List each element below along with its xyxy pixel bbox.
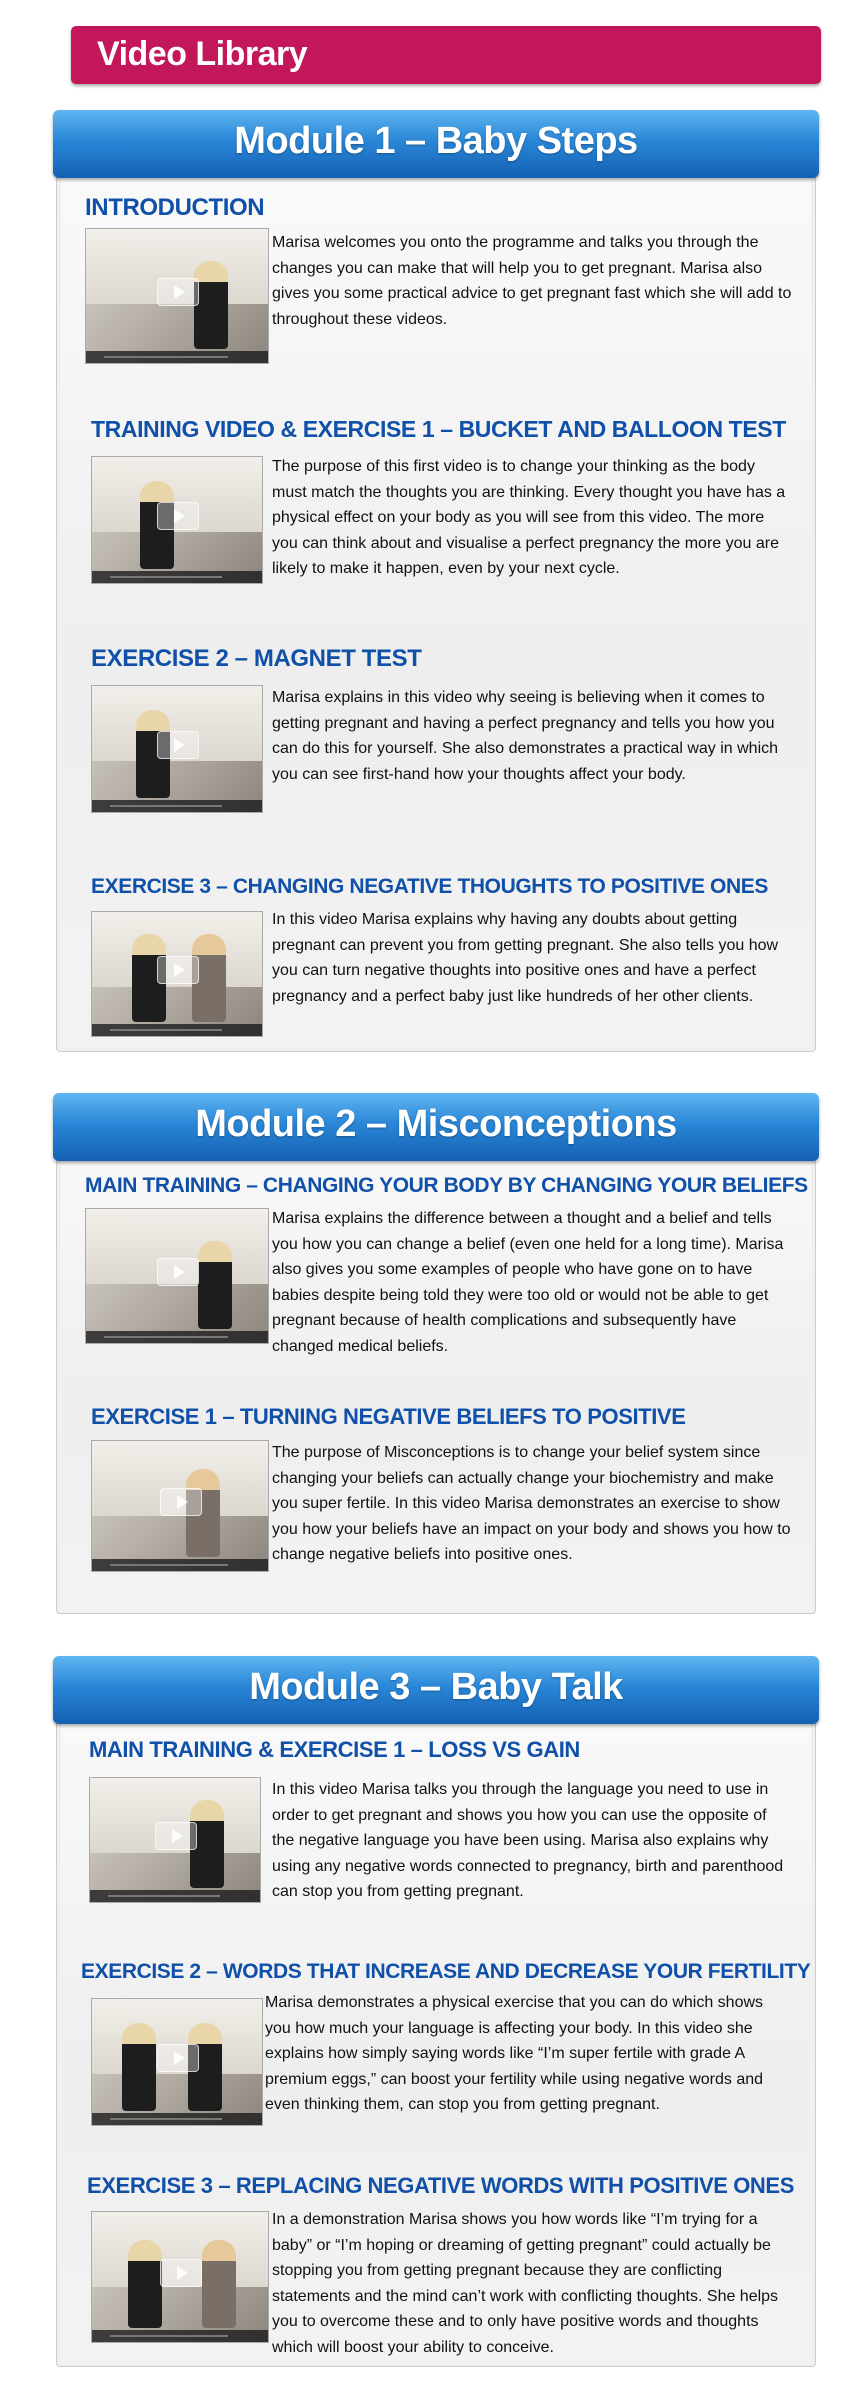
section-title[interactable]: EXERCISE 2 – WORDS THAT INCREASE AND DECREASE YOUR FERTILITY (81, 1960, 811, 1983)
section-description: The purpose of this first video is to change your thinking as the body must match the thoughts you are thinking. Every thought you have has a physical effect on your body as you will see from this video. The more you can think about and visualise a perfect pregnancy the more you are likely to make it happen, even by your next cycle. (272, 458, 786, 577)
video-thumbnail[interactable] (91, 1998, 263, 2126)
section-description: The purpose of Misconceptions is to change your belief system since changing your beliefs can actually change your biochemistry and make you super fertile. In this video Marisa demonstrates an exercise to show you how your beliefs have an impact on your body and shows you how to change negative beliefs into positive ones. (272, 1444, 791, 1563)
section-title[interactable]: MAIN TRAINING – CHANGING YOUR BODY BY CHANGING YOUR BELIEFS (85, 1174, 808, 1197)
section-description: In this video Marisa explains why having any doubts about getting pregnant can prevent you from getting pregnant. She also tells you how you can turn negative thoughts into positive ones and have a perfect pregnancy and a perfect baby just like hundreds of her other clients. (272, 911, 779, 1005)
video-controls[interactable] (90, 1890, 260, 1902)
play-icon[interactable] (157, 2044, 199, 2072)
section-description: In a demonstration Marisa shows you how words like “I’m trying for a baby” or “I’m hoping or dreaming of getting pregnant” could actually be stopping you from getting pregnant because they are conflicting statements and the mind can’t work with conflicting thoughts. She helps you to overcome these and to only have positive words and thoughts which will boost your ability to conceive. (272, 2211, 779, 2356)
video-library-title: Video Library (97, 35, 308, 73)
video-controls[interactable] (92, 800, 262, 812)
play-icon[interactable] (157, 956, 199, 984)
section-title[interactable]: MAIN TRAINING & EXERCISE 1 – LOSS VS GAIN (89, 1737, 580, 1762)
section-title[interactable]: EXERCISE 2 – MAGNET TEST (91, 645, 422, 672)
module-3-panel (56, 1659, 816, 2367)
module-3-header (53, 1656, 819, 1724)
module-title: Module 1 – Baby Steps (234, 120, 638, 162)
play-icon[interactable] (155, 1822, 197, 1850)
play-icon[interactable] (157, 1258, 199, 1286)
module-2-header (53, 1093, 819, 1161)
video-thumbnail[interactable] (85, 228, 269, 364)
play-icon[interactable] (157, 502, 199, 530)
play-icon[interactable] (160, 1488, 202, 1516)
video-thumbnail[interactable] (89, 1777, 261, 1903)
section-title[interactable]: TRAINING VIDEO & EXERCISE 1 – BUCKET AND BALLOON TEST (91, 416, 786, 442)
video-thumbnail[interactable] (91, 911, 263, 1037)
section-description: Marisa demonstrates a physical exercise that you can do which shows you how much your language is affecting your body. In this video she explains how simply saying words like “I’m super fertile with grade A premium eggs,” can boost your fertility while using negative words and even thinking them, can stop you from getting pregnant. (265, 1994, 764, 2113)
section-title[interactable]: EXERCISE 1 – TURNING NEGATIVE BELIEFS TO POSITIVE (91, 1404, 686, 1429)
section-description: Marisa explains the difference between a thought and a belief and tells you how you can change a belief (even one held for a long time). Marisa also gives you some examples of people who have gone on to have babies despite being told they were too old or would not be able to get pregnant because of health complications and subsequently have changed medical beliefs. (272, 1210, 784, 1355)
video-controls[interactable] (86, 1331, 268, 1343)
video-thumbnail[interactable] (91, 1440, 269, 1572)
section-description: Marisa explains in this video why seeing is believing when it comes to getting pregnant and having a perfect pregnancy and tells you how you can do this for yourself. She also demonstrates a practical way in which you can see first-hand how your thoughts affect your body. (272, 689, 779, 783)
video-controls[interactable] (92, 571, 262, 583)
video-thumbnail[interactable] (91, 685, 263, 813)
section-title[interactable]: EXERCISE 3 – CHANGING NEGATIVE THOUGHTS TO POSITIVE ONES (91, 875, 768, 898)
play-icon[interactable] (157, 278, 199, 306)
video-thumbnail[interactable] (91, 456, 263, 584)
module-title: Module 2 – Misconceptions (195, 1103, 677, 1145)
video-controls[interactable] (86, 351, 268, 363)
video-library-banner (71, 26, 821, 84)
video-thumbnail[interactable] (91, 2211, 269, 2343)
section-description: Marisa welcomes you onto the programme and talks you through the changes you can make that will help you to get pregnant. Marisa also gives you some practical advice to get pregnant fast which she will add to throughout these videos. (272, 234, 792, 328)
section-title[interactable]: EXERCISE 3 – REPLACING NEGATIVE WORDS WITH POSITIVE ONES (87, 2173, 794, 2198)
video-controls[interactable] (92, 2113, 262, 2125)
module-2-panel (56, 1096, 816, 1614)
module-title: Module 3 – Baby Talk (249, 1666, 623, 1708)
play-icon[interactable] (157, 731, 199, 759)
module-1-panel (56, 113, 816, 1052)
video-controls[interactable] (92, 1024, 262, 1036)
video-thumbnail[interactable] (85, 1208, 269, 1344)
module-1-header (53, 110, 819, 178)
video-controls[interactable] (92, 1559, 268, 1571)
play-icon[interactable] (160, 2259, 202, 2287)
section-title[interactable]: INTRODUCTION (85, 194, 265, 221)
section-description: In this video Marisa talks you through the language you need to use in order to get pregnant and shows you how you can use the opposite of the negative language you have been using. Marisa also explains why using any negative words connected to pregnancy, birth and parenthood can stop you from getting pregnant. (272, 1781, 784, 1900)
video-controls[interactable] (92, 2330, 268, 2342)
